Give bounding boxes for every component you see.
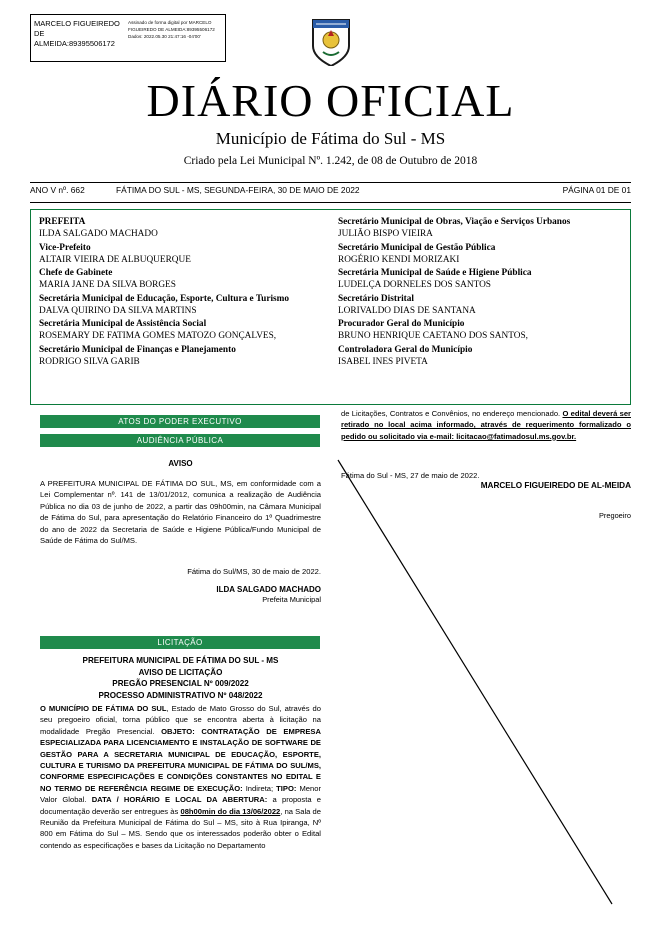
signature-detail: Assinado de forma digital por MARCELO FIGUEIREDO DE ALMEIDA:89395506172 Dados: 2022.05.30 21:47:16 -04'00'	[128, 20, 215, 39]
officials-column-right	[330, 210, 630, 404]
masthead-law-line: Criado pela Lei Municipal Nº. 1.242, de 08 de Outubro de 2018	[183, 155, 478, 167]
aviso-signer: ILDA SALGADO MACHADO	[216, 585, 321, 594]
official-name: ROGÉRIO KENDI MORIZAKI	[338, 254, 460, 265]
official-name: JULIÃO BISPO VIEIRA	[338, 229, 433, 240]
data-local-text-1: a proposta e documentação deverão ser entregues às	[40, 795, 321, 816]
official-role: Secretária Municipal de Saúde e Higiene Pública	[338, 268, 532, 279]
licitacao-heading-line1: PREFEITURA MUNICIPAL DE FÁTIMA DO SUL - MS	[82, 656, 279, 665]
official-name: ROSEMARY DE FATIMA GOMES MATOZO GONÇALVES,	[39, 331, 277, 342]
divider-top	[30, 182, 631, 183]
official-role: Secretário Municipal de Obras, Viação e Serviços Urbanos	[338, 217, 571, 227]
official-role: Controladora Geral do Município	[338, 344, 473, 355]
official-role: PREFEITA	[39, 217, 86, 227]
official-role: Chefe de Gabinete	[39, 268, 113, 279]
signature-stroke	[330, 452, 620, 912]
data-local-text-2: , na Sala de Reunião da Prefeitura Municipal de Fátima do Sul – MS, sito à Rua Ipiranga, Nº 800 em Fátima do Sul – MS. Sendo que os interessados poderão obter o Edital contendo as especificações e bases da Licitação no Departamento	[40, 806, 321, 850]
licitacao-intro-text: , Estado de Mato Grosso do Sul, através do seu pregoeiro oficial, torna público que se encontra aberta à licitação na modalidade Pregão Presencial.	[40, 704, 321, 736]
official-name: ILDA SALGADO MACHADO	[39, 229, 158, 240]
licitacao-heading-line3: PREGÃO PRESENCIAL Nº 009/2022	[112, 679, 249, 689]
masthead	[0, 75, 661, 167]
objeto-label: OBJETO:	[161, 726, 195, 736]
regime-text: Indireta;	[242, 783, 274, 793]
official-role: Vice-Prefeito	[39, 242, 91, 253]
official-role: Secretária Municipal de Assistência Social	[39, 319, 207, 330]
official-name: LORIVALDO DIAS DE SANTANA	[338, 305, 476, 316]
officials-column-left	[31, 210, 330, 404]
official-name: DALVA QUIRINO DA SILVA MARTINS	[39, 305, 197, 316]
official-role: Secretário Municipal de Gestão Pública	[338, 242, 496, 253]
tipo-label: TIPO:	[276, 783, 297, 793]
masthead-subtitle: Município de Fátima do Sul - MS	[215, 129, 446, 148]
digital-signature-stamp	[30, 14, 226, 62]
regime-label: REGIME DE EXECUÇÃO:	[150, 783, 243, 793]
signature-name: MARCELO FIGUEIREDO DE ALMEIDA:89395506172	[34, 19, 120, 49]
licitacao-heading-line2: AVISO DE LICITAÇÃO	[138, 667, 223, 677]
section-bar-audiencia: AUDIÊNCIA PÚBLICA	[40, 434, 320, 447]
objeto-text: CONTRATAÇÃO DE EMPRESA ESPECIALIZADA PARA LICENCIAMENTO E INSTALAÇÃO DE SOFTWARE DE GESTÃO PARA A SECRETARIA MUNICIPAL DE EDUCAÇÃO, ESPORTE, CULTURA E TURISMO DA PREFEITURA MUNICIPAL DE FÁTIMA DO SUL/MS, CONFORME ESPECIFICAÇÕES E CONDIÇÕES CONSTANTES NO EDITAL E NO TERMO DE REFERÊNCIA	[40, 726, 321, 793]
issue-number: ANO V nº. 662	[30, 185, 85, 195]
aviso-place-date: Fátima do Sul/MS, 30 de maio de 2022.	[187, 567, 321, 576]
divider-bottom	[30, 202, 631, 203]
licitacao-heading-line4: PROCESSO ADMINISTRATIVO Nº 048/2022	[98, 691, 263, 701]
data-local-underlined: 08h00min do dia 13/06/2022	[180, 806, 281, 816]
official-role: Secretário Distrital	[338, 293, 414, 304]
aviso-title: AVISO	[168, 459, 193, 468]
issue-info-line	[30, 185, 631, 195]
official-role: Procurador Geral do Município	[338, 319, 465, 330]
official-name: ISABEL INES PIVETA	[338, 356, 428, 367]
page-number: PÁGINA 01 DE 01	[562, 185, 631, 195]
tipo-text: Menor Valor Global.	[40, 783, 321, 805]
licitacao-heading	[40, 655, 321, 702]
coat-of-arms-icon	[310, 14, 352, 66]
aviso-body: A PREFEITURA MUNICIPAL DE FÁTIMA DO SUL, MS, em conformidade com a Lei Complementar nº. 141 de 13/01/2012, comunica a realização de Audiência Pública no dia 03 de junho de 2022, a partir das 09h00min, na Câmara Municipal de Fátima do Sul, para apresentação do Relatório Financeiro do 1º Quadrimestre do ano de 2022 da Secretaria de Saúde e Higiene Pública/Fundo Municipal de Saúde de Fátima do Sul/MS.	[40, 479, 321, 545]
licitacao-place-date: Fátima do Sul - MS, 27 de maio de 2022.	[341, 471, 480, 480]
licitacao-municipio-bold: O MUNICÍPIO DE FÁTIMA DO SUL	[40, 704, 167, 713]
licitacao-body	[40, 703, 321, 851]
issue-date: FÁTIMA DO SUL - MS, SEGUNDA-FEIRA, 30 DE MAIO DE 2022	[116, 185, 360, 195]
official-role: Secretário Municipal de Finanças e Planejamento	[39, 344, 236, 355]
official-name: RODRIGO SILVA GARIB	[39, 356, 140, 367]
data-local-label: DATA / HORÁRIO E LOCAL DA ABERTURA:	[91, 795, 268, 805]
official-name: ALTAIR VIEIRA DE ALBUQUERQUE	[39, 254, 191, 265]
continuation-text: de Licitações, Contratos e Convênios, no endereço mencionado.	[341, 409, 563, 418]
official-name: MARIA JANE DA SILVA BORGES	[39, 280, 176, 291]
licitacao-signer: MARCELO FIGUEIREDO DE AL-MEIDA	[480, 481, 631, 490]
edital-notice: O edital deverá ser retirado no local acima informado, através de requerimento formalizado o pedido ou solicitado via e-mail: licitacao@fatimadosul.ms.gov.br.	[341, 409, 631, 441]
section-bar-licitacao: LICITAÇÃO	[40, 636, 320, 649]
page-title: DIÁRIO OFICIAL	[146, 75, 515, 126]
official-name: BRUNO HENRIQUE CAETANO DOS SANTOS,	[338, 331, 528, 342]
officials-box	[30, 209, 631, 405]
licitacao-signer-role: Pregoeiro	[598, 511, 631, 520]
official-role: Secretária Municipal de Educação, Esporte, Cultura e Turismo	[39, 293, 290, 304]
licitacao-continuation	[341, 408, 631, 442]
section-bar-atos: ATOS DO PODER EXECUTIVO	[40, 415, 320, 428]
aviso-signer-role: Prefeita Municipal	[262, 595, 321, 604]
official-name: LUDELÇA DORNELES DOS SANTOS	[338, 280, 491, 291]
